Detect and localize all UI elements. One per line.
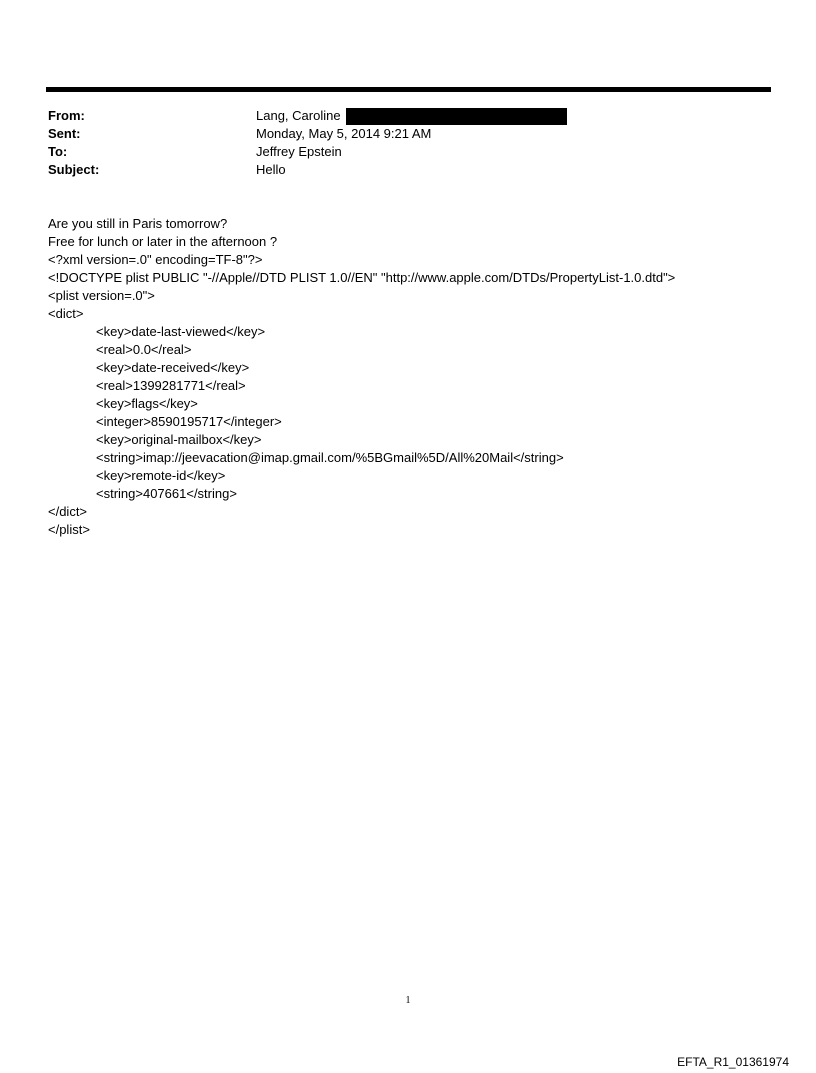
document-id: EFTA_R1_01361974 (677, 1055, 789, 1069)
body-line: <string>imap://jeevacation@imap.gmail.com/%5BGmail%5D/All%20Mail</string> (96, 450, 564, 465)
body-line: <?xml version=.0" encoding=TF-8"?> (48, 252, 263, 267)
from-label: From: (48, 108, 85, 123)
redaction-box (346, 108, 567, 125)
email-header (48, 107, 768, 179)
subject-row (48, 161, 768, 179)
body-line: <key>date-last-viewed</key> (96, 324, 266, 339)
page-number: 1 (405, 995, 411, 1006)
body-line: </plist> (48, 522, 90, 537)
body-line: <key>date-received</key> (96, 360, 250, 375)
subject-value: Hello (256, 162, 286, 177)
header-divider (46, 87, 771, 92)
to-row (48, 143, 768, 161)
body-line: Free for lunch or later in the afternoon ? (48, 234, 278, 249)
sent-label: Sent: (48, 126, 81, 141)
body-line: <key>flags</key> (96, 396, 198, 411)
from-row (48, 107, 768, 125)
body-line: <dict> (48, 306, 84, 321)
body-line: <integer>8590195717</integer> (96, 414, 282, 429)
body-line: <real>0.0</real> (96, 342, 192, 357)
email-body (48, 215, 788, 539)
body-line: <key>remote-id</key> (96, 468, 226, 483)
to-value: Jeffrey Epstein (256, 144, 342, 159)
body-line: </dict> (48, 504, 88, 519)
subject-label: Subject: (48, 162, 100, 177)
body-line: <plist version=.0"> (48, 288, 155, 303)
body-line: <key>original-mailbox</key> (96, 432, 262, 447)
from-value: Lang, Caroline (256, 108, 341, 123)
to-label: To: (48, 144, 68, 159)
sent-row (48, 125, 768, 143)
body-line: <string>407661</string> (96, 486, 237, 501)
body-line: <real>1399281771</real> (96, 378, 246, 393)
body-line: Are you still in Paris tomorrow? (48, 216, 228, 231)
body-line: <!DOCTYPE plist PUBLIC "-//Apple//DTD PLIST 1.0//EN" "http://www.apple.com/DTDs/PropertyList-1.0.dtd"> (48, 270, 676, 285)
sent-value: Monday, May 5, 2014 9:21 AM (256, 126, 432, 141)
